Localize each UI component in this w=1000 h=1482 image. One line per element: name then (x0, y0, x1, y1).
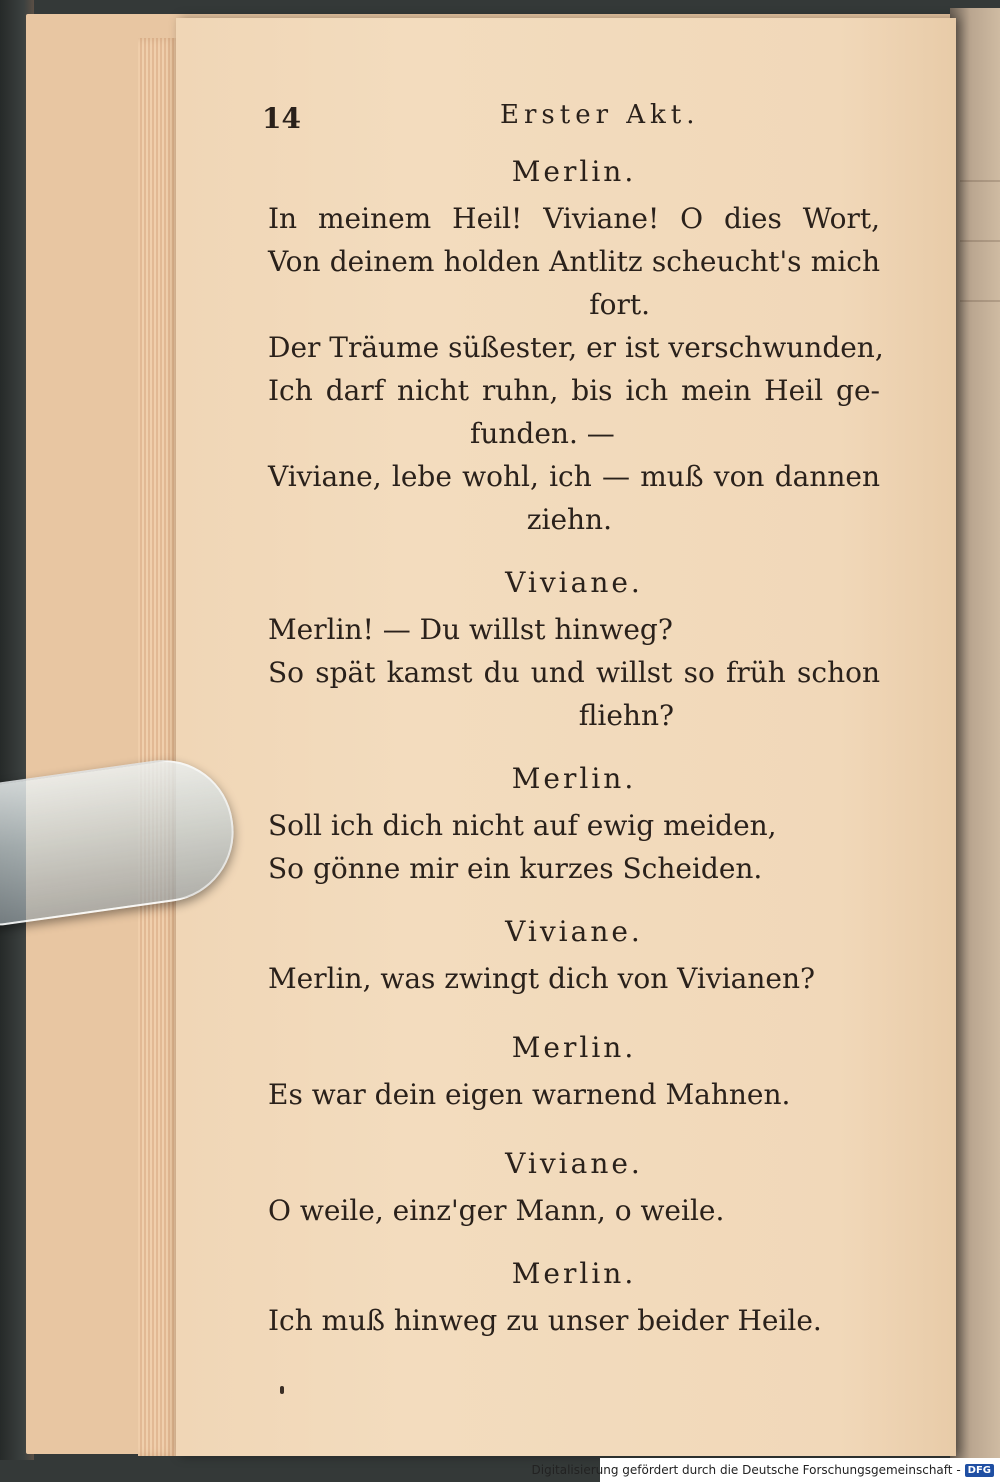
verse-line: Viviane, lebe wohl, ich — muß von dannen (268, 460, 880, 493)
funding-credit: Digitalisierung gefördert durch die Deutsche Forschungsgemeinschaft - (531, 1463, 961, 1477)
speaker-name: Merlin. (511, 1031, 637, 1064)
speaker-name: Merlin. (511, 762, 637, 795)
verse-line: Ich darf nicht ruhn, bis ich mein Heil ge- (268, 374, 880, 407)
verse-line: So spät kamst du und willst so früh schon (268, 656, 880, 689)
page-number: 14 (262, 102, 301, 135)
verse-line: So gönne mir ein kurzes Scheiden. (268, 852, 763, 885)
speaker-name: Viviane. (505, 566, 643, 599)
speaker-name: Merlin. (511, 155, 637, 188)
verse-line: Es war dein eigen warnend Mahnen. (268, 1078, 791, 1111)
page-stack-edge (138, 38, 178, 1456)
verse-line: funden. — (470, 417, 615, 450)
show-through-line (960, 180, 1000, 182)
verse-line: fort. (589, 288, 650, 321)
speaker-name: Merlin. (511, 1257, 637, 1290)
verse-line: Von deinem holden Antlitz scheucht's mich (268, 245, 880, 278)
verse-line: Der Träume süßester, er ist verschwunden, (268, 331, 884, 364)
verse-line: Ich muß hinweg zu unser beider Heile. (268, 1304, 822, 1337)
speaker-name: Viviane. (505, 915, 643, 948)
show-through-line (960, 300, 1000, 302)
dfg-logo: DFG (965, 1464, 994, 1477)
verse-line: fliehn? (578, 699, 674, 732)
verse-line: O weile, einz'ger Mann, o weile. (268, 1194, 725, 1227)
verse-line: Merlin, was zwingt dich von Vivianen? (268, 962, 815, 995)
verse-line: Merlin! — Du willst hinweg? (268, 613, 673, 646)
running-head: Erster Akt. (500, 100, 700, 130)
next-page-edge (950, 8, 1000, 1478)
show-through-line (960, 240, 1000, 242)
verse-line: ziehn. (526, 503, 612, 536)
verse-line: In meinem Heil! Viviane! O dies Wort, (268, 202, 880, 235)
play-text (268, 150, 884, 1342)
speaker-name: Viviane. (505, 1147, 643, 1180)
digitization-footer (531, 1458, 1000, 1482)
verse-line: Soll ich dich nicht auf ewig meiden, (268, 809, 777, 842)
ink-speck (280, 1386, 284, 1394)
